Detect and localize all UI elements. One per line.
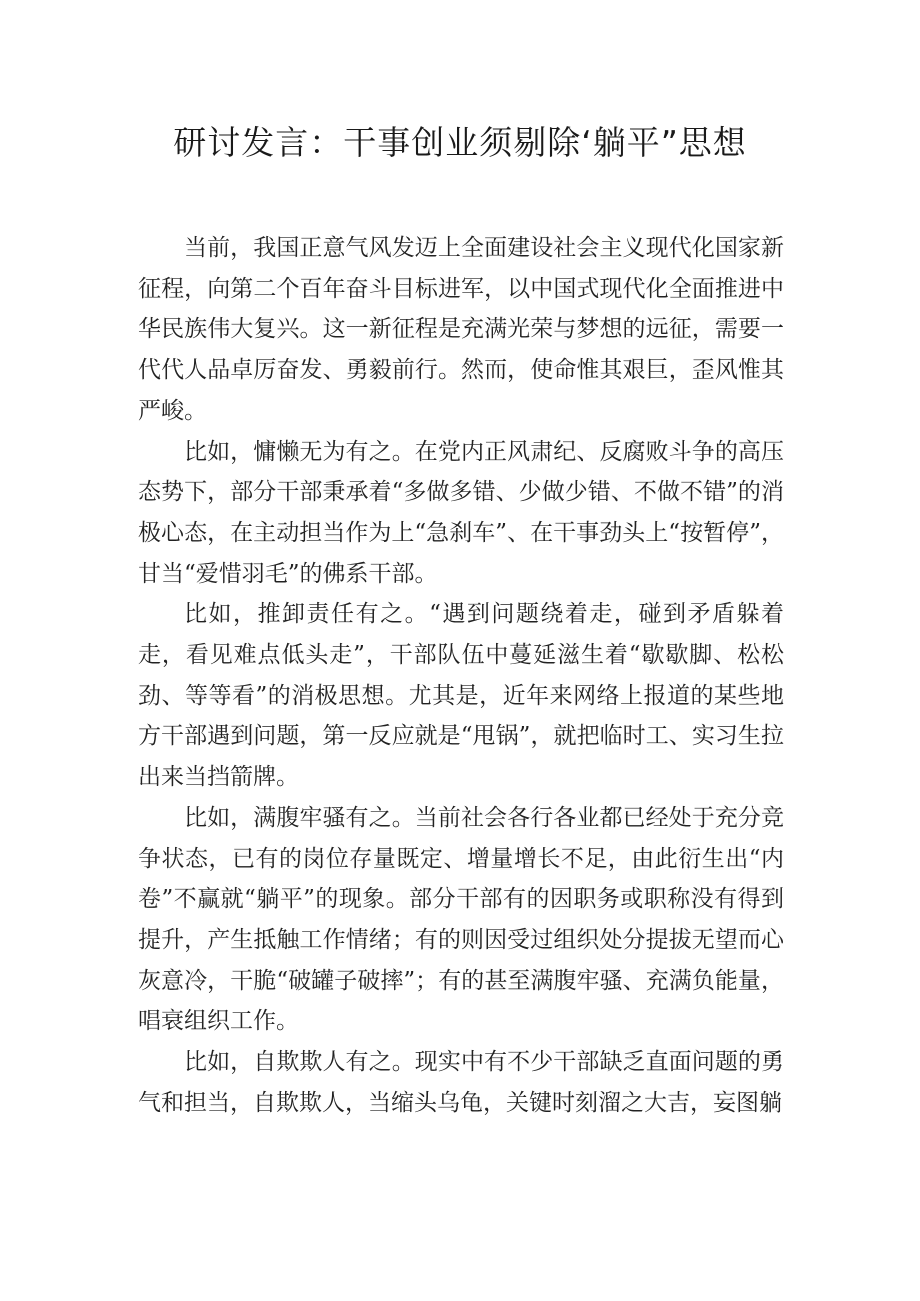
page-title: 研讨发言：干事创业须剔除‘躺平”思想 (173, 123, 747, 162)
paragraph: 比如，慵懒无为有之。在党内正风肃纪、反腐败斗争的高压态势下，部分干部秉承着“多做多错、少做少错、不做不错”的消极心态，在主动担当作为上“急刹车”、在干事劲头上“按暂停”，甘当“爱惜羽毛”的佛系干部。 (138, 438, 784, 587)
document-body (138, 228, 784, 1123)
paragraph: 比如，满腹牢骚有之。当前社会各行各业都已经处于充分竞争状态，已有的岗位存量既定、增量增长不足，由此衍生出“内卷”不赢就“躺平”的现象。部分干部有的因职务或职称没有得到提升，产生抵触工作情绪；有的则因受过组织处分提拔无望而心灰意冷，干脆“破罐子破摔”；有的甚至满腹牢骚、充满负能量，唱衰组织工作。 (138, 804, 784, 1035)
paragraph: 比如，推卸责任有之。“遇到问题绕着走，碰到矛盾躲着走，看见难点低头走”，干部队伍中蔓延滋生着“歇歇脚、松松劲、等等看”的消极思想。尤其是，近年来网络上报道的某些地方干部遇到问题，第一反应就是“甩锅”，就把临时工、实习生拉出来当挡箭牌。 (138, 601, 784, 791)
paragraph: 比如，自欺欺人有之。现实中有不少干部缺乏直面问题的勇气和担当，自欺欺人，当缩头乌龟，关键时刻溜之大吉，妄图躺 (138, 1049, 784, 1116)
paragraph: 当前，我国正意气风发迈上全面建设社会主义现代化国家新征程，向第二个百年奋斗目标进军，以中国式现代化全面推进中华民族伟大复兴。这一新征程是充满光荣与梦想的远征，需要一代代人品卓厉奋发、勇毅前行。然而，使命惟其艰巨，歪风惟其严峻。 (138, 235, 784, 424)
